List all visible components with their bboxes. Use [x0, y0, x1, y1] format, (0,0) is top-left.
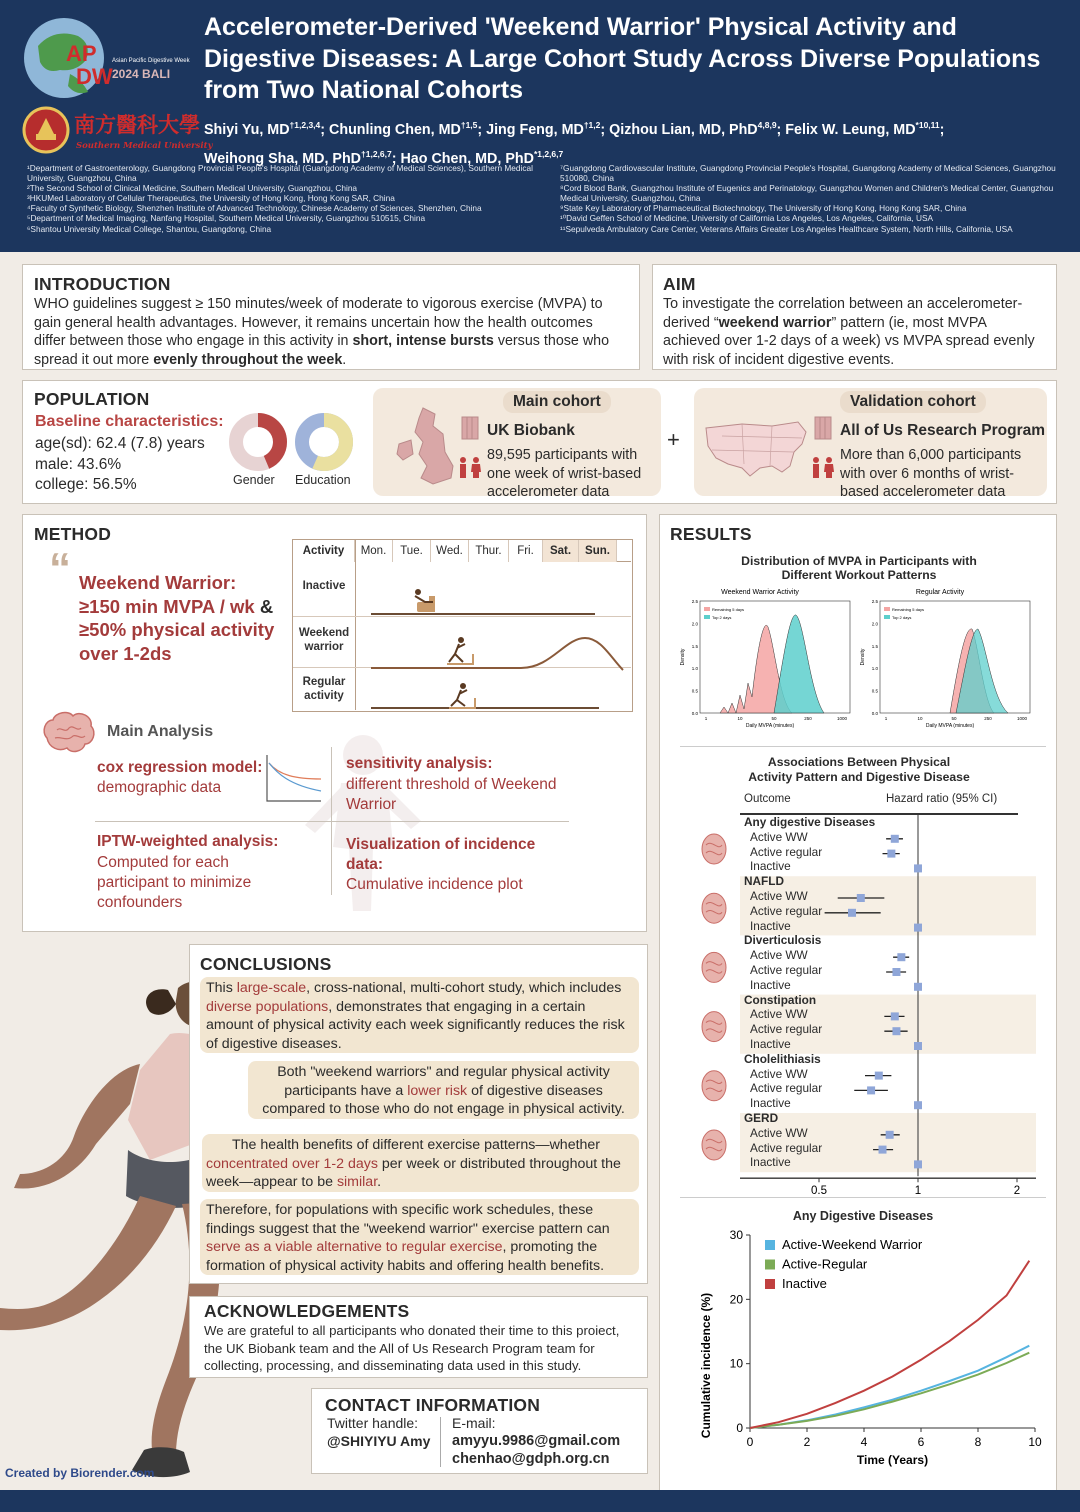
twitter-label: Twitter handle:	[327, 1415, 419, 1431]
forest-row-label: Active WW	[750, 1007, 808, 1022]
density-title-line: Different Workout Patterns	[781, 568, 937, 582]
density-legend-label: Top 2 days	[712, 615, 732, 620]
acknowledgements-heading: ACKNOWLEDGEMENTS	[204, 1301, 410, 1321]
forest-outcome-label: Constipation	[744, 992, 817, 1007]
forest-x-tick-label: 1	[914, 1185, 922, 1198]
affiliation-item: ¹⁰David Geffen School of Medicine, University of California Los Angeles, Los Angeles, California, USA	[560, 213, 934, 224]
definition-line: ≥50% physical activity	[79, 619, 275, 640]
forest-outcome-label: GERD	[744, 1111, 779, 1125]
forest-point	[867, 1086, 875, 1094]
forest-row-label: Active regular	[750, 903, 823, 918]
author-affiliation-marker: *10,11	[915, 120, 940, 130]
density-panel-title: Regular Activity	[915, 589, 965, 596]
author-separator: ;	[477, 121, 487, 138]
conclusion-highlight: serve as a viable alternative to regular exercise	[206, 1239, 503, 1256]
results-divider	[680, 746, 1046, 747]
conclusion-text: per week or distributed throughout the week—appear to be	[206, 1155, 621, 1191]
apdw-logo-line1: AP	[66, 41, 97, 66]
affiliation-item: ⁶Shantou University Medical College, Shantou, Guangdong, China	[27, 223, 272, 234]
incidence-legend-swatch	[765, 1260, 775, 1270]
population-section	[22, 380, 1057, 504]
forest-title-line: Activity Pattern and Digestive Disease	[748, 770, 970, 784]
day-header: Wed.	[431, 540, 469, 562]
affiliation-item: ⁷Guangdong Cardiovascular Institute, Guangdong Provincial People's Hospital, Guangdong Academy of Medical Sciences, Guangzhou 510080, China	[560, 163, 1056, 184]
introduction-text-part: .	[342, 351, 347, 368]
aim-text-part: To investigate the correlation between an accelerometer-derived “	[663, 296, 1023, 331]
activity-pattern-table	[292, 539, 633, 712]
colon-icon	[702, 952, 726, 982]
aim-heading: AIM	[663, 274, 696, 294]
forest-point	[891, 1012, 899, 1020]
acknowledgements-section	[189, 1296, 648, 1378]
apdw-logo-line2: DW	[76, 64, 113, 89]
density-ytick: 2.5	[691, 599, 698, 604]
liver-icon	[702, 893, 726, 923]
density-ytick: 1.0	[691, 666, 698, 672]
affiliation-item: ¹¹Sepulveda Ambulatory Care Center, Veterans Affairs Greater Los Angeles Healthcare System, North Hills, California, USA	[560, 223, 1013, 234]
conclusion-highlight: lower risk	[407, 1082, 468, 1099]
definition-ampersand: &	[259, 595, 274, 617]
forest-row-label: Active WW	[750, 948, 808, 963]
density-ytick: 2.0	[691, 621, 698, 627]
definition-line: Weekend Warrior:	[79, 572, 237, 593]
cox-title: cox regression model:	[97, 759, 263, 776]
density-xtick: 1000	[1016, 716, 1028, 721]
email-address-1[interactable]: amyyu.9986@gmail.com	[452, 1433, 621, 1449]
day-header: Tue.	[393, 540, 431, 562]
author-affiliation-marker: *1,2,6,7	[533, 148, 564, 159]
incidence-chart-title: Any Digestive Diseases	[792, 1209, 934, 1223]
affiliation-item: ¹Department of Gastroenterology, Guangdong Provincial People's Hospital (Guangdong Academy of Medical Sciences), Southern Medical University, Guangzhou, China	[27, 163, 533, 184]
forest-point	[886, 1131, 894, 1139]
density-legend-swatch	[884, 607, 890, 611]
author-affiliation-marker: †1,2,6,7	[361, 148, 392, 159]
forest-x-tick-label: 0.5	[811, 1185, 827, 1198]
author-separator: ;	[600, 121, 610, 138]
incidence-x-tick-label: 8	[974, 1435, 982, 1449]
affiliation-item: ⁵Department of Medical Imaging, Nanfang Hospital, Southern Medical University, Guangzhou 510515, China	[27, 213, 426, 224]
forest-row-label: Active regular	[750, 1140, 823, 1155]
aim-section	[652, 264, 1057, 370]
iptw-desc: Computed for each participant to minimize confounders	[97, 854, 252, 911]
activity-table-header	[293, 540, 631, 562]
author-affiliation-marker: †1,2	[583, 120, 601, 130]
brain-icon	[39, 708, 97, 758]
density-legend-swatch	[884, 615, 890, 619]
incidence-y-tick-label: 20	[729, 1292, 743, 1307]
forest-row-label: Inactive	[750, 1096, 791, 1111]
forest-point	[914, 983, 922, 991]
conclusion-4	[200, 1199, 639, 1275]
incidence-y-tick-label: 10	[729, 1356, 743, 1371]
density-ytick: 0.5	[691, 688, 698, 694]
conclusions-section	[189, 944, 648, 1284]
forest-point	[891, 835, 899, 843]
database-icon	[461, 416, 479, 440]
baseline-age: age(sd): 62.4 (7.8) years	[35, 435, 205, 452]
smu-logo-name-cn: 南方醫科大學	[74, 112, 200, 137]
author-name: Shiyi Yu, MD	[204, 121, 290, 138]
day-header: Sun.	[579, 540, 617, 562]
density-panel-title: Weekend Warrior Activity	[721, 589, 799, 596]
row-inactive: Inactive	[302, 580, 346, 592]
sensitivity-title-colon: :	[487, 755, 493, 772]
incidence-legend-label: Active-Regular	[782, 1256, 868, 1272]
affiliations-left	[27, 163, 547, 234]
apdw-logo-event: 2024 BALI	[112, 67, 171, 81]
forest-point	[897, 953, 905, 961]
density-ytick: 2.0	[871, 621, 878, 627]
forest-x-tick-label: 2	[1013, 1185, 1021, 1198]
definition-text: ≥150 min MVPA / wk	[79, 595, 260, 617]
contact-heading: CONTACT INFORMATION	[325, 1395, 541, 1415]
results-section	[659, 514, 1057, 1502]
validation-cohort-tag: Validation cohort	[840, 391, 986, 413]
aim-emphasis: weekend warrior	[718, 314, 832, 331]
forest-point	[892, 1027, 900, 1035]
incidence-x-tick-label: 10	[1028, 1435, 1042, 1449]
density-xlabel: Daily MVPA (minutes)	[745, 723, 795, 729]
definition-line	[79, 595, 274, 619]
forest-point	[848, 909, 856, 917]
treadmill-runner-icon	[447, 637, 473, 664]
method-section	[22, 514, 647, 932]
incidence-series-line	[750, 1346, 1029, 1428]
treadmill-runner-icon	[449, 683, 475, 708]
density-panel	[860, 589, 1030, 729]
main-cohort-desc: 89,595 participants with one week of wrist-based accelerometer data	[487, 447, 642, 500]
author-separator: ;	[776, 121, 786, 138]
baseline-male: male: 43.6%	[35, 455, 122, 473]
visualization-title: Visualization of incidence data:	[346, 836, 536, 873]
incidence-legend-swatch	[765, 1279, 775, 1289]
density-ylabel: Density	[860, 648, 866, 666]
conclusion-text: , promoting the formation of physical activity habits and offering health benefits.	[206, 1239, 605, 1274]
forest-row-label: Inactive	[750, 977, 791, 992]
main-cohort-name: UK Biobank	[487, 422, 575, 439]
smu-logo	[22, 106, 213, 156]
density-xtick: 250	[984, 716, 992, 721]
affiliation-item: ³HKUMed Laboratory of Cellular Therapeutics, the University of Hong Kong, Hong Kong SAR, China	[27, 193, 395, 204]
density-legend-label: Top 2 days	[892, 615, 912, 620]
activity-curves	[355, 562, 631, 712]
plus-sign: +	[667, 427, 680, 452]
incidence-x-tick-label: 4	[860, 1435, 868, 1449]
biorender-credit: Created by Biorender.com	[5, 1466, 155, 1480]
main-cohort-card	[373, 388, 661, 500]
introduction-section	[22, 264, 640, 370]
density-ytick: 0.0	[871, 711, 878, 716]
weekend-warrior-definition	[79, 571, 274, 665]
density-curve-top2	[774, 615, 824, 713]
density-xlabel: Daily MVPA (minutes)	[925, 723, 975, 729]
introduction-emphasis: short, intense bursts	[352, 333, 494, 350]
incidence-legend-swatch	[765, 1240, 775, 1250]
density-legend-label: Remaining 5 days	[712, 607, 745, 612]
forest-outcome-label: Cholelithiasis	[744, 1051, 821, 1066]
cumulative-incidence-chart	[690, 1221, 1050, 1481]
acknowledgements-text: We are grateful to all participants who donated their time to this proiect, the UK Biobank team and the All of Us Research Program team for collecting, processing, and disseminating data used in this study.	[204, 1323, 620, 1373]
baseline-title: Baseline characteristics:	[35, 413, 224, 430]
density-xtick: 50	[771, 716, 777, 721]
poster-header	[0, 0, 1080, 252]
introduction-text-part: versus those who spread it out more	[34, 333, 610, 368]
sensitivity-desc: different threshold of Weekend Warrior	[346, 776, 557, 813]
density-panel	[680, 589, 850, 729]
affiliation-item: ⁴Faculty of Synthetic Biology, Shenzhen Institute of Advanced Technology, Chinese Academy of Sciences, Shenzhen, China	[27, 203, 482, 214]
mvpa-density-plots	[682, 585, 1046, 745]
density-xtick: 50	[951, 716, 957, 721]
conclusion-1	[200, 977, 639, 1053]
affiliation-item: ²The Second School of Clinical Medicine, Southern Medical University, Guangzhou, China	[27, 183, 358, 194]
twitter-handle[interactable]: @SHIYIYU Amy	[327, 1433, 431, 1449]
forest-title-line: Associations Between Physical	[767, 755, 951, 769]
author-affiliation-marker: †1,5	[460, 120, 478, 130]
aim-text	[663, 295, 1046, 369]
author-separator: ;	[939, 121, 945, 138]
apdw-logo	[20, 14, 190, 104]
author-separator: ;	[391, 150, 401, 167]
forest-title	[660, 755, 1058, 785]
definition-line: over 1-2ds	[79, 642, 172, 664]
database-icon	[814, 416, 832, 440]
baseline-values	[35, 434, 205, 496]
author-name: Qizhou Lian, MD, PhD	[609, 121, 758, 138]
usa-map-icon	[702, 414, 814, 484]
incidence-legend-label: Inactive	[782, 1276, 827, 1291]
incidence-x-tick-label: 6	[917, 1435, 925, 1449]
aim-text-part: ” pattern (ie, most MVPA achieved over 1-2 days of a week) vs MVPA spread evenly with risk of incident digestive events.	[663, 314, 1035, 368]
uk-map-icon	[393, 404, 463, 492]
forest-row-label: Active regular	[750, 1081, 823, 1096]
sensitivity-title	[346, 755, 492, 773]
author-name: Chunling Chen, MD	[329, 121, 461, 138]
visualization-desc: Cumulative incidence plot	[346, 876, 523, 893]
survival-curve-icon	[265, 753, 323, 803]
contact-section	[311, 1388, 648, 1474]
author-separator: ;	[320, 121, 330, 138]
author-affiliation-marker: 4,8,9	[757, 120, 777, 130]
esophagus-icon	[702, 1130, 726, 1160]
density-xtick: 1000	[836, 716, 848, 721]
conclusion-3	[202, 1134, 639, 1192]
conclusion-2	[248, 1061, 639, 1119]
author-name: Felix W. Leung, MD	[785, 121, 916, 138]
density-xtick: 1	[884, 716, 888, 721]
day-header: Sat.	[543, 540, 579, 562]
smu-logo-name-en: Southern Medical University	[76, 141, 213, 151]
gallbladder-icon	[702, 1071, 726, 1101]
results-divider	[680, 1197, 1046, 1198]
people-icon	[457, 456, 483, 480]
density-xtick: 10	[917, 716, 923, 721]
forest-outcome-label: NAFLD	[744, 874, 784, 889]
conclusion-text: , cross-national, multi-cohort study, which includes	[306, 980, 622, 996]
incidence-x-label: Time (Years)	[856, 1453, 929, 1467]
density-ytick: 0.5	[871, 688, 878, 694]
intestine-icon	[702, 834, 726, 864]
row-weekend-warrior: Weekend warrior	[298, 627, 350, 653]
day-header: Activity	[293, 540, 355, 562]
email-label: E-mail:	[452, 1415, 496, 1431]
density-xtick: 1	[704, 716, 708, 721]
density-title	[660, 554, 1058, 582]
introduction-heading: INTRODUCTION	[34, 274, 171, 294]
gender-donut-label: Gender	[233, 473, 275, 487]
forest-point	[914, 1160, 922, 1168]
author-name: Weihong Sha, MD, PhD	[204, 150, 362, 167]
forest-col-outcome: Outcome	[744, 793, 791, 805]
education-donut-label: Education	[295, 473, 351, 487]
poster-title: Accelerometer-Derived 'Weekend Warrior' Physical Activity and Digestive Diseases: A Large Cohort Study Across Diverse Populations from Two National Cohorts	[204, 13, 1041, 104]
people-icon	[810, 456, 836, 480]
forest-row-label: Active regular	[750, 844, 823, 859]
method-heading: METHOD	[34, 524, 112, 544]
density-legend-swatch	[704, 615, 710, 619]
forest-row-label: Inactive	[750, 1037, 791, 1051]
forest-row-label: Active WW	[750, 1125, 808, 1140]
conclusion-text: Therefore, for populations with specific work schedules, these findings suggest that the "weekend warrior" exercise pattern can	[206, 1202, 610, 1237]
affiliations-right	[560, 163, 1065, 234]
author-name: Hao Chen, MD, PhD	[400, 150, 534, 167]
forest-row-label: Active WW	[750, 889, 808, 903]
forest-row-label: Active WW	[750, 829, 808, 844]
density-ytick: 1.0	[871, 666, 878, 672]
conclusions-heading: CONCLUSIONS	[200, 954, 332, 974]
author-list	[204, 113, 1064, 171]
incidence-y-tick-label: 0	[736, 1421, 743, 1435]
forest-row-label: Inactive	[750, 1155, 791, 1170]
density-xtick: 250	[804, 716, 812, 721]
population-heading: POPULATION	[34, 389, 150, 409]
conclusion-highlight: similar	[336, 1174, 378, 1191]
forest-row-label: Inactive	[750, 859, 791, 874]
baseline-college: college: 56.5%	[35, 476, 137, 493]
density-ytick: 1.5	[691, 643, 698, 649]
forest-point	[857, 894, 865, 902]
forest-point	[879, 1146, 887, 1154]
introduction-text	[34, 295, 628, 369]
forest-outcome-label: Diverticulosis	[744, 933, 822, 948]
analysis-grid-divider	[95, 821, 569, 822]
author-name: Jing Feng, MD	[486, 121, 584, 138]
conclusion-text: This	[206, 980, 237, 996]
main-analysis-title: Main Analysis	[107, 723, 214, 740]
introduction-text-part: WHO guidelines suggest ≥ 150 minutes/week of moderate to vigorous exercise (MVPA) to gain general health advantages. However, it remains uncertain how the health outcomes differ between those who engage in this activity in	[34, 296, 603, 350]
forest-point	[892, 968, 900, 976]
forest-outcome-label: Any digestive Diseases	[744, 815, 876, 829]
contact-divider	[440, 1417, 441, 1467]
email-address-2[interactable]: chenhao@gdph.org.cn	[452, 1451, 610, 1467]
forest-point	[914, 864, 922, 872]
forest-point	[875, 1072, 883, 1080]
iptw-title: IPTW-weighted analysis:	[97, 833, 279, 850]
conclusion-text: .	[377, 1174, 382, 1191]
density-legend-swatch	[704, 607, 710, 611]
conclusion-text: , demonstrates that engaging in a certain amount of physical activity each week significantly reduces the risk of digestive diseases.	[206, 998, 625, 1052]
author-affiliation-marker: †1,2,3,4	[289, 120, 321, 130]
conclusion-text: of digestive diseases compared to those who do not engage in physical activity.	[262, 1082, 625, 1118]
cox-desc: demographic data	[97, 779, 222, 796]
forest-point	[914, 1101, 922, 1109]
apdw-logo-tagline: Asian Pacific Digestive Week	[112, 58, 190, 64]
forest-col-hr: Hazard ratio (95% CI)	[886, 793, 998, 805]
density-legend-label: Remaining 5 days	[892, 607, 925, 612]
conclusion-highlight: concentrated over 1-2 days	[206, 1155, 378, 1172]
day-header: Mon.	[355, 540, 393, 562]
main-cohort-tag: Main cohort	[503, 391, 611, 413]
density-ytick: 1.5	[871, 643, 878, 649]
incidence-legend-label: Active-Weekend Warrior	[782, 1237, 923, 1252]
education-donut	[293, 411, 355, 473]
forest-point	[914, 924, 922, 932]
validation-cohort-card	[694, 388, 1047, 500]
row-regular-activity: Regular activity	[302, 676, 346, 702]
incidence-x-tick-label: 2	[803, 1435, 811, 1449]
incidence-x-tick-label: 0	[746, 1435, 754, 1449]
results-heading: RESULTS	[670, 524, 752, 544]
conclusion-highlight: large-scale	[236, 980, 307, 996]
validation-cohort-name: All of Us Research Program	[840, 422, 1046, 439]
forest-plot-marks	[660, 815, 1058, 1207]
conclusion-highlight: diverse populations	[206, 998, 329, 1015]
stool-icon	[702, 1012, 726, 1042]
density-ytick: 0.0	[691, 711, 698, 716]
validation-cohort-desc: More than 6,000 participants with over 6 months of wrist-based accelerometer data	[840, 447, 1022, 500]
incidence-series-line	[750, 1353, 1029, 1428]
affiliation-item: ⁸Cord Blood Bank, Guangzhou Institute of Eugenics and Perinatology, Guangzhou Women and Children's Medical Center, Guangzhou Medical University, Guangzhou, China	[560, 183, 1054, 204]
forest-point	[887, 850, 895, 858]
conclusion-text: The health benefits of different exercise patterns—whether	[232, 1137, 601, 1153]
forest-plot	[660, 815, 1058, 1198]
density-ylabel: Density	[680, 648, 686, 666]
density-ytick: 2.5	[871, 599, 878, 604]
quote-mark: “	[49, 544, 71, 593]
affiliation-item: ⁹State Key Laboratory of Pharmaceutical Biotechnology, The University of Hong Kong, Hong Kong SAR, China	[560, 203, 967, 214]
armchair-person-icon	[415, 589, 435, 612]
forest-row-label: Active WW	[750, 1066, 808, 1081]
day-header: Thur.	[469, 540, 509, 562]
forest-row-label: Active regular	[750, 963, 823, 977]
sensitivity-title-text: sensitivity analysis	[346, 755, 488, 772]
density-title-line: Distribution of MVPA in Participants with	[741, 554, 977, 568]
day-header: Fri.	[509, 540, 543, 562]
conclusion-text: Both "weekend warriors" and regular physical activity participants have a	[277, 1064, 610, 1099]
gender-donut	[227, 411, 289, 473]
introduction-emphasis: evenly throughout the week	[153, 351, 343, 368]
forest-row-label: Inactive	[750, 918, 791, 933]
density-xtick: 10	[737, 716, 743, 721]
forest-row-label: Active regular	[750, 1022, 823, 1037]
poster-footer-bar	[0, 1490, 1080, 1512]
incidence-y-tick-label: 30	[729, 1228, 743, 1242]
incidence-y-label: Cumulative incidence (%)	[699, 1292, 713, 1439]
forest-point	[914, 1042, 922, 1050]
